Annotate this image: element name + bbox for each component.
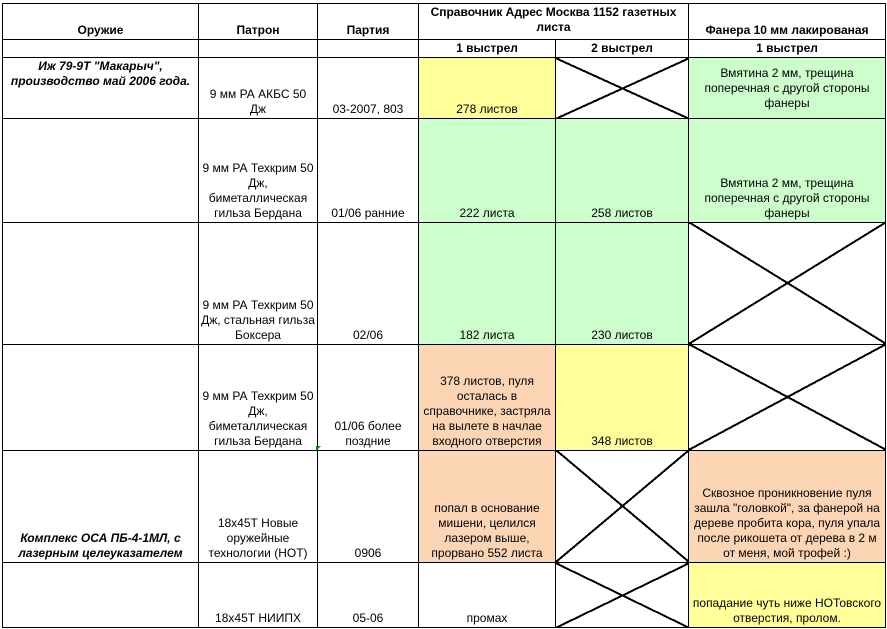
directory-shot-2-cell-crossed [556, 58, 689, 118]
batch-cell: 01/06 ранние [318, 118, 419, 222]
batch-cell: 02/06 [318, 222, 419, 344]
weapon-cell [3, 563, 199, 628]
header-batch: Партия [318, 4, 419, 40]
table-row [3, 344, 886, 450]
subheader-empty-3 [318, 40, 419, 58]
subheader-shot-2: 2 выстрел [556, 40, 689, 58]
table-row [3, 118, 886, 222]
subheader-empty-2 [199, 40, 318, 58]
directory-shot-2-cell: 230 листов [556, 222, 689, 344]
batch-cell: 0906 [318, 450, 419, 563]
header-target-plywood: Фанера 10 мм лакированая [689, 4, 886, 40]
plywood-shot-1-cell: попадание чуть ниже НОТовского отверстия, пролом. [689, 563, 886, 628]
header-row [3, 4, 886, 40]
directory-shot-2-cell: 258 листов [556, 118, 689, 222]
table-row [3, 58, 886, 118]
header-weapon: Оружие [3, 4, 199, 40]
subheader-row [3, 40, 886, 58]
weapon-cell [3, 222, 199, 344]
table-row [3, 222, 886, 344]
batch-cell: 05-06 [318, 563, 419, 628]
cartridge-cell: 9 мм РА Техкрим 50 Дж, биметаллическая гильза Бердана [199, 118, 318, 222]
cartridge-cell: 18х45Т Новые оружейные технологии (НОТ) [199, 450, 318, 563]
plywood-shot-1-cell: Вмятина 2 мм, трещина поперечная с другой стороны фанеры [689, 58, 886, 118]
header-cartridge: Патрон [199, 4, 318, 40]
directory-shot-1-cell: 182 листа [419, 222, 556, 344]
weapon-cell [3, 344, 199, 450]
directory-shot-2-cell: 348 листов [556, 344, 689, 450]
subheader-shot-1: 1 выстрел [419, 40, 556, 58]
header-target-directory: Справочник Адрес Москва 1152 газетных листа [419, 4, 689, 40]
test-results-table [2, 3, 886, 628]
directory-shot-1-cell: 378 листов, пуля осталась в справочнике, застряла на вылете в начлае входного отверстия [419, 344, 556, 450]
plywood-shot-1-cell-crossed [689, 344, 886, 450]
subheader-empty-1 [3, 40, 199, 58]
cartridge-cell: 9 мм РА Техкрим 50 Дж, стальная гильза Боксера [199, 222, 318, 344]
cartridge-cell: 18х45Т НИИПХ [199, 563, 318, 628]
plywood-shot-1-cell-crossed [689, 222, 886, 344]
directory-shot-1-cell: попал в основание мишени, целился лазером выше, прорвано 552 листа [419, 450, 556, 563]
weapon-cell: Иж 79-9Т "Макарыч", производство май 2006 года. [3, 58, 199, 118]
batch-cell: 01/06 более поздние [318, 344, 419, 450]
comment-marker-icon[interactable] [316, 446, 321, 451]
plywood-shot-1-cell: Сквозное проникновение пуля зашла "головкой", за фанерой на дереве пробита кора, пуля упала после рикошета от дерева в 2 м от меня, мой трофей :) [689, 450, 886, 563]
batch-cell: 03-2007, 803 [318, 58, 419, 118]
table-row [3, 450, 886, 563]
directory-shot-1-cell: 278 листов [419, 58, 556, 118]
subheader-plywood-shot-1: 1 выстрел [689, 40, 886, 58]
weapon-cell [3, 118, 199, 222]
directory-shot-2-cell-crossed [556, 563, 689, 628]
plywood-shot-1-cell: Вмятина 2 мм, трещина поперечная с другой стороны фанеры [689, 118, 886, 222]
directory-shot-1-cell: 222 листа [419, 118, 556, 222]
directory-shot-1-cell: промах [419, 563, 556, 628]
weapon-cell: Комплекс ОСА ПБ-4-1МЛ, с лазерным целеуказателем [3, 450, 199, 563]
cartridge-cell: 9 мм РА АКБС 50 Дж [199, 58, 318, 118]
table-row [3, 563, 886, 628]
directory-shot-2-cell-crossed [556, 450, 689, 563]
cartridge-cell: 9 мм РА Техкрим 50 Дж, биметаллическая гильза Бердана [199, 344, 318, 450]
